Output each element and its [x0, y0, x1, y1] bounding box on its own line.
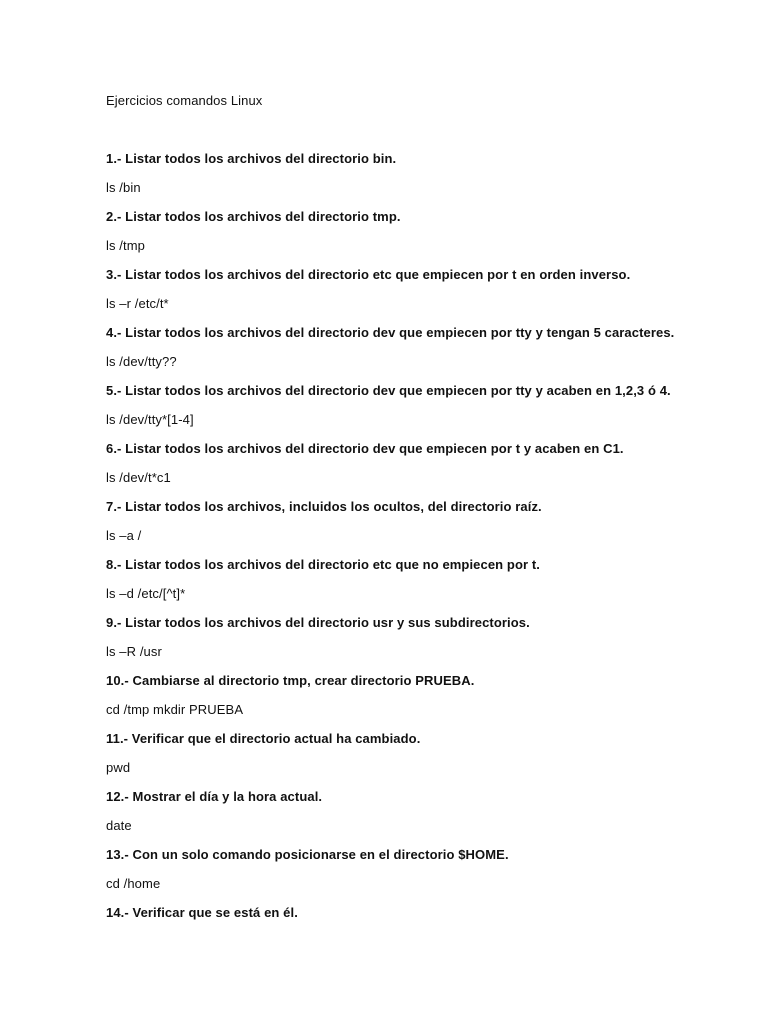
exercise-question: 12.- Mostrar el día y la hora actual. — [106, 789, 323, 804]
exercise-answer: date — [106, 818, 132, 833]
exercise-question: 2.- Listar todos los archivos del directorio tmp. — [106, 209, 401, 224]
exercise-question: 1.- Listar todos los archivos del directorio bin. — [106, 151, 397, 166]
exercise-answer: ls /bin — [106, 180, 141, 195]
exercise-question: 13.- Con un solo comando posicionarse en el directorio $HOME. — [106, 847, 509, 862]
exercise-answer: ls –R /usr — [106, 644, 162, 659]
exercise-question: 11.- Verificar que el directorio actual ha cambiado. — [106, 731, 421, 746]
exercise-question: 8.- Listar todos los archivos del directorio etc que no empiecen por t. — [106, 557, 541, 572]
exercise-answer: ls /dev/tty*[1-4] — [106, 412, 194, 427]
exercise-question: 6.- Listar todos los archivos del directorio dev que empiecen por t y acaben en C1. — [106, 441, 624, 456]
exercise-answer: ls –a / — [106, 528, 142, 543]
exercise-answer: cd /tmp mkdir PRUEBA — [106, 702, 244, 717]
exercise-question: 4.- Listar todos los archivos del directorio dev que empiecen por tty y tengan 5 caracteres. — [106, 325, 675, 340]
exercise-answer: cd /home — [106, 876, 161, 891]
exercise-answer: ls –d /etc/[^t]* — [106, 586, 186, 601]
exercise-question: 3.- Listar todos los archivos del directorio etc que empiecen por t en orden inverso. — [106, 267, 631, 282]
exercise-question: 5.- Listar todos los archivos del directorio dev que empiecen por tty y acaben en 1,2,3 ó 4. — [106, 383, 671, 398]
exercise-question: 10.- Cambiarse al directorio tmp, crear directorio PRUEBA. — [106, 673, 475, 688]
document-title: Ejercicios comandos Linux — [106, 93, 263, 108]
exercise-answer: ls –r /etc/t* — [106, 296, 169, 311]
exercise-question: 7.- Listar todos los archivos, incluidos los ocultos, del directorio raíz. — [106, 499, 542, 514]
exercise-question: 9.- Listar todos los archivos del directorio usr y sus subdirectorios. — [106, 615, 530, 630]
exercise-list — [106, 150, 746, 933]
exercise-answer: ls /dev/tty?? — [106, 354, 177, 369]
exercise-question: 14.- Verificar que se está en él. — [106, 905, 298, 920]
exercise-answer: ls /dev/t*c1 — [106, 470, 171, 485]
exercise-answer: pwd — [106, 760, 131, 775]
exercise-answer: ls /tmp — [106, 238, 145, 253]
